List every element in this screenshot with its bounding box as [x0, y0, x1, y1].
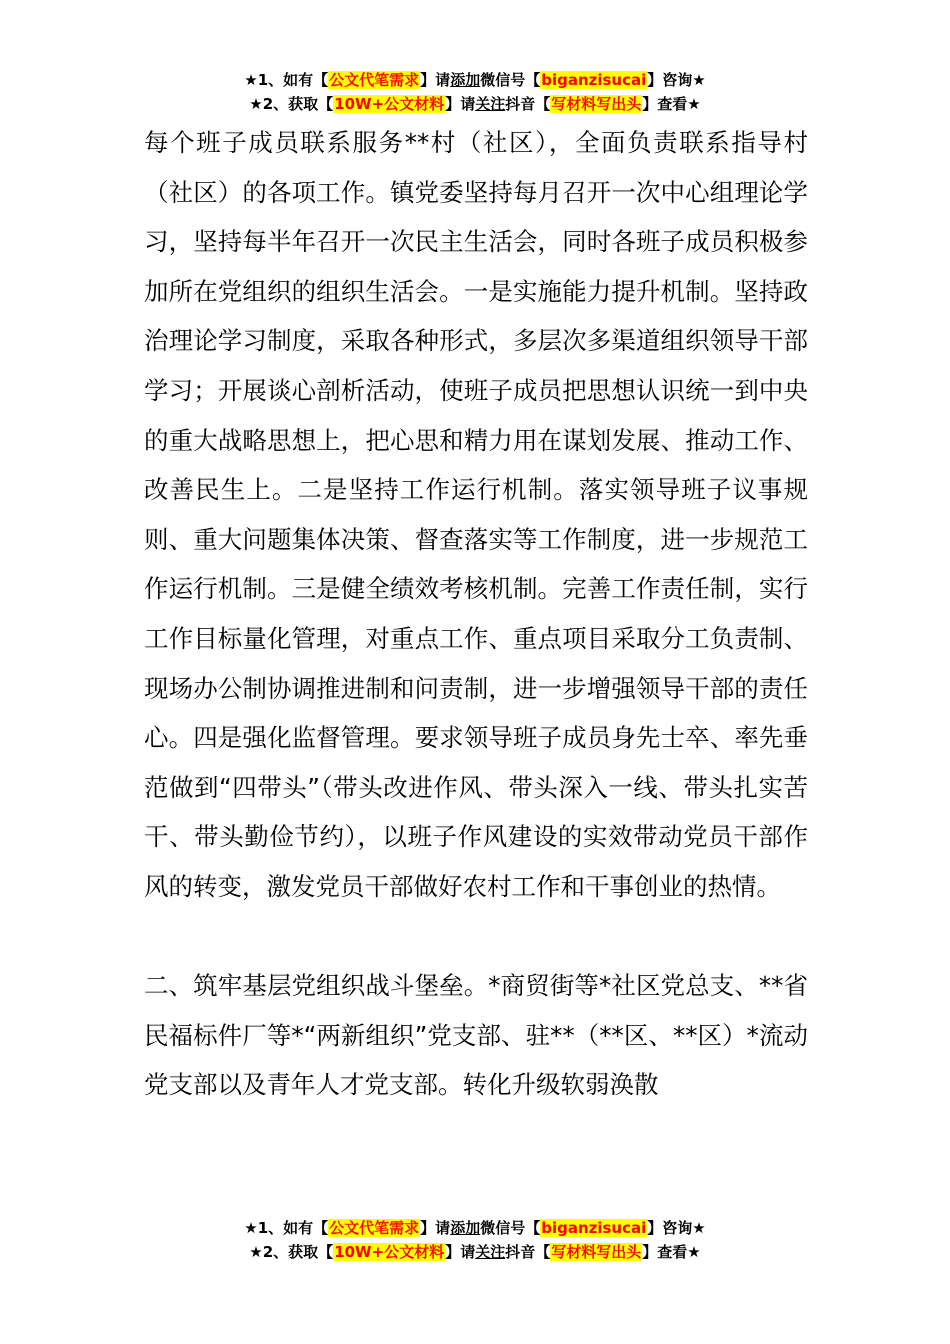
text-line: 实苦干、带头勤俭节约），以班子作风建设的实效带动党 [144, 772, 808, 852]
banner-line-2-suffix: 】查看★ [642, 1243, 701, 1261]
text-line: 运行机制。落实领导班子议事规则、重大问题集体决策、 [144, 475, 809, 554]
add-underlined-text: 添加 [450, 71, 481, 89]
banner-line-1 [0, 1216, 950, 1240]
text-line: 协调推进制和问责制，进一步增强领导干部的责任心。四 [144, 673, 809, 753]
banner-line-2 [0, 1240, 950, 1264]
text-line: 理论学习，坚持每半年召开一次民主生活会，同时各班子 [144, 177, 809, 257]
wechat-id-highlight: biganzisucai [541, 1219, 647, 1237]
ghostwriting-highlight: 公文代笔需求 [329, 1219, 420, 1237]
text-line: 每个班子成员联系服务**村（社区），全面负责联系指导 [144, 128, 784, 157]
banner-line-2-mid-2: 抖音【 [505, 95, 551, 113]
follow-underlined-text: 关注 [475, 1243, 506, 1261]
banner-line-1 [0, 68, 950, 92]
banner-line-1-mid: 】请 [420, 1219, 451, 1237]
banner-line-2-prefix: ★2、获取【 [249, 95, 334, 113]
header-banner [0, 68, 950, 116]
banner-line-1-prefix: ★1、如有【 [244, 71, 329, 89]
text-line: 员把思想认识统一到中央的重大战略思想上，把心思和精 [144, 375, 809, 455]
text-line: 成员积极参加所在党组织的组织生活会。一是实施能力提 [144, 227, 809, 306]
banner-line-2-mid: 】请 [445, 1243, 476, 1261]
footer-banner [0, 1216, 950, 1264]
document-body [144, 118, 808, 1110]
paragraph-2 [144, 961, 808, 1110]
douyin-account-highlight: 写材料写出头 [551, 1243, 642, 1261]
text-line: 是强化监督管理。要求领导班子成员身先士卒、率先垂范 [144, 723, 809, 802]
text-line: 力用在谋划发展、推动工作、改善民生上。二是坚持工作 [144, 425, 809, 505]
banner-line-2 [0, 92, 950, 116]
banner-line-1-suffix: 】咨询★ [647, 1219, 706, 1237]
douyin-account-highlight: 写材料写出头 [551, 95, 642, 113]
text-line: 理，对重点工作、重点项目采取分工负责制、现场办公制 [144, 623, 809, 703]
banner-line-1-mid-2: 微信号【 [480, 1219, 541, 1237]
follow-underlined-text: 关注 [475, 95, 506, 113]
text-line: 督查落实等工作制度，进一步规范工作运行机制。三是健 [144, 524, 809, 604]
banner-line-2-mid-2: 抖音【 [505, 1243, 551, 1261]
ghostwriting-highlight: 公文代笔需求 [329, 71, 420, 89]
materials-highlight: 10W+公文材料 [334, 1243, 445, 1261]
text-line: 升机制。坚持政治理论学习制度，采取各种形式，多层次 [144, 276, 808, 356]
wechat-id-highlight: biganzisucai [541, 71, 647, 89]
text-line: 区）*流动党支部以及青年人才党支部。转化升级软弱涣散 [144, 1020, 809, 1100]
paragraph-1 [144, 118, 808, 912]
materials-highlight: 10W+公文材料 [334, 95, 445, 113]
text-line: 村（社区）的各项工作。镇党委坚持每月召开一次中心组 [144, 128, 808, 207]
banner-line-2-prefix: ★2、获取【 [249, 1243, 334, 1261]
banner-line-1-mid-2: 微信号【 [480, 71, 541, 89]
banner-line-2-mid: 】请 [445, 95, 476, 113]
text-line: 全绩效考核机制。完善工作责任制，实行工作目标量化管 [144, 574, 809, 653]
add-underlined-text: 添加 [450, 1219, 481, 1237]
text-line: *省民福标件厂等*“两新组织”党支部、驻**（**区、** [144, 971, 808, 1050]
text-line: 做到“四带头”（带头改进作风、带头深入一线、带头扎 [169, 772, 759, 802]
banner-line-2-suffix: 】查看★ [642, 95, 701, 113]
paragraph-spacer [144, 912, 808, 962]
banner-line-1-suffix: 】咨询★ [647, 71, 706, 89]
text-line: 二、筑牢基层党组织战斗堡垒。*商贸街等*社区党总支、* [144, 971, 772, 1001]
text-line: 员干部作风的转变，激发党员干部做好农村工作和干事创 [144, 822, 808, 901]
banner-line-1-prefix: ★1、如有【 [244, 1219, 329, 1237]
text-line: 业的热情。 [658, 871, 781, 901]
text-line: 多渠道组织领导干部学习；开展谈心剖析活动，使班子成 [144, 326, 809, 405]
banner-line-1-mid: 】请 [420, 71, 451, 89]
